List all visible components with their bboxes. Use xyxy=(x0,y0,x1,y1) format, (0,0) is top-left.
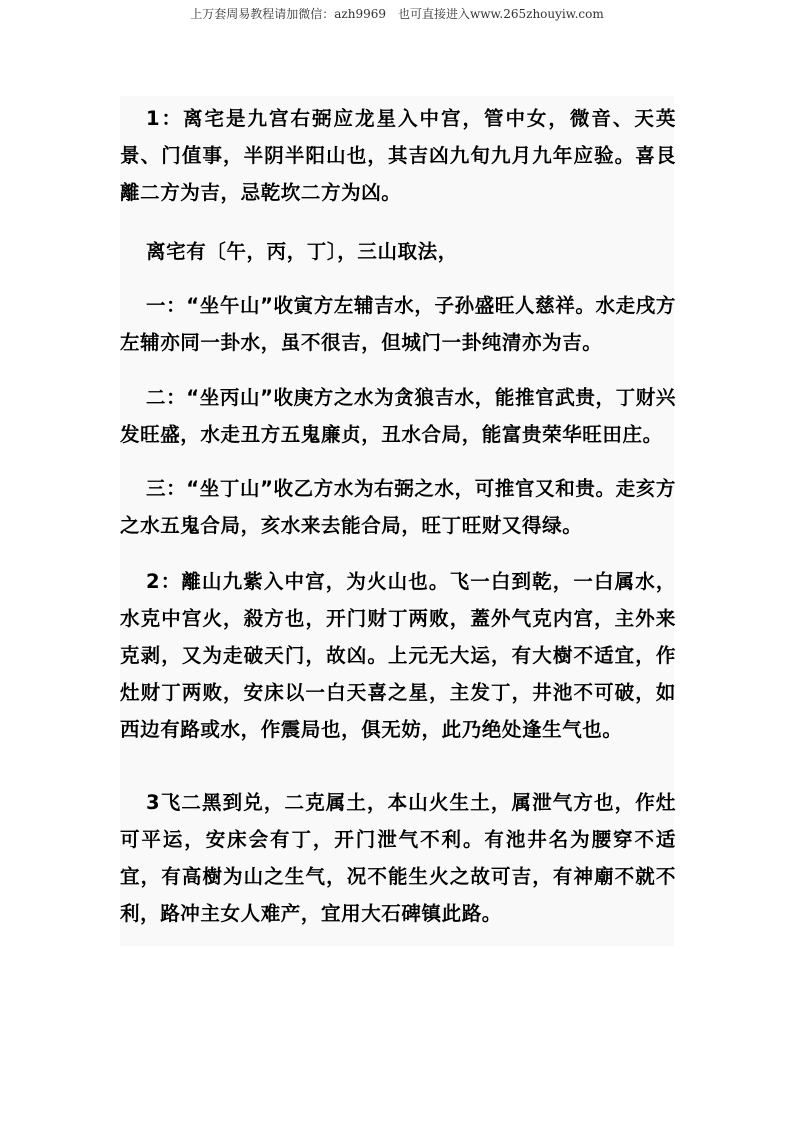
paragraph-6: 2：離山九紫入中宫，为火山也。飞一白到乾，一白属水，水克中宫火，殺方也，开门财丁两败，蓋外气克内宫，主外来克剥，又为走破天门，故凶。上元无大运，有大樹不适宜，作灶财丁两败，安床以一白天喜之星，主发丁，井池不可破，如西边有路或水，作震局也，俱无妨，此乃绝处逢生气也。 xyxy=(120,570,676,741)
paragraph-2: 离宅有〔午，丙，丁〕，三山取法， xyxy=(146,240,458,263)
paragraph-5: 三：“坐丁山”收乙方水为右弼之水，可推官又和贵。走亥方之水五鬼合局，亥水来去能合局，旺丁旺财又得绿。 xyxy=(120,477,676,537)
header-watermark-text: 上万套周易教程请加微信：azh9969 也可直接进入www.265zhouyiw.com xyxy=(190,7,604,21)
paragraph-3: 一：“坐午山”收寅方左辅吉水，子孙盛旺人慈祥。水走戌方左辅亦同一卦水，虽不很吉，但城门一卦纯清亦为吉。 xyxy=(120,294,676,354)
paragraph-4: 二：“坐丙山”收庚方之水为贪狼吉水，能推官武贵，丁财兴发旺盛，水走丑方五鬼廉贞，丑水合局，能富贵荣华旺田庄。 xyxy=(120,386,676,446)
paragraph-7: 3飞二黑到兑，二克属土，本山火生土，属泄气方也，作灶可平运，安床会有丁，开门泄气不利。有池井名为腰穿不适宜，有高樹为山之生气，况不能生火之故可吉，有神廟不就不利，路冲主女人难产，宜用大石碑镇此路。 xyxy=(120,791,676,925)
paragraph-1: 1：离宅是九宫右弼应龙星入中宫，管中女，微音、天英景、门值事，半阴半阳山也，其吉凶九旬九月九年应验。喜艮離二方为吉，忌乾坎二方为凶。 xyxy=(120,107,676,204)
